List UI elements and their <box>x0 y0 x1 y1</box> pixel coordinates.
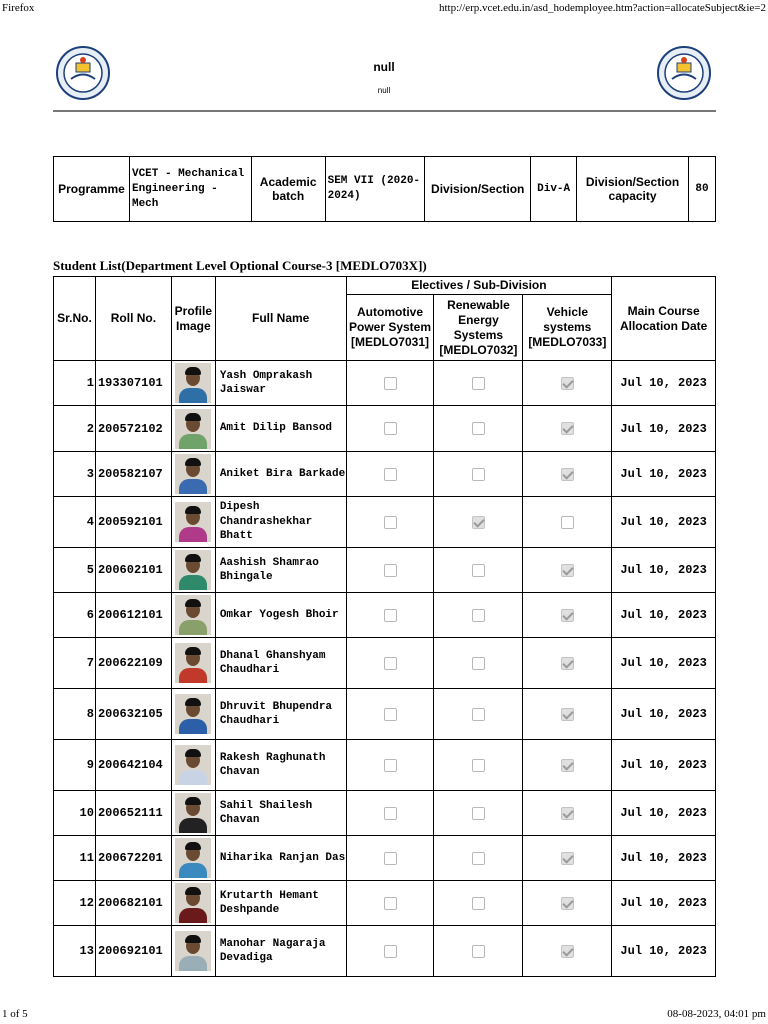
student-row <box>54 497 716 548</box>
elective-2-cell <box>434 926 523 977</box>
elective-1-cell <box>346 926 434 977</box>
elective-1-checkbox[interactable] <box>384 377 397 390</box>
serial-number: 3 <box>54 452 96 497</box>
serial-number: 9 <box>54 740 96 791</box>
elective-2-cell <box>434 740 523 791</box>
student-rows <box>54 361 716 977</box>
col-header-name: Full Name <box>215 277 346 361</box>
elective-1-cell <box>346 881 434 926</box>
student-full-name: Dhanal Ghanshyam Chaudhari <box>215 638 346 689</box>
elective-1-cell <box>346 497 434 548</box>
allocation-date: Jul 10, 2023 <box>612 836 716 881</box>
elective-1-cell <box>346 689 434 740</box>
col-header-profile: Profile Image <box>171 277 215 361</box>
roll-number: 200622109 <box>95 638 171 689</box>
allocation-date: Jul 10, 2023 <box>612 361 716 406</box>
col-header-elective-1: Automotive Power System [MEDLO7031] <box>346 295 434 361</box>
student-full-name: Yash Omprakash Jaiswar <box>215 361 346 406</box>
roll-number: 200672201 <box>95 836 171 881</box>
student-full-name: Rakesh Raghunath Chavan <box>215 740 346 791</box>
elective-2-cell <box>434 406 523 452</box>
profile-photo <box>175 502 211 542</box>
elective-3-cell <box>523 740 612 791</box>
elective-3-checkbox[interactable] <box>561 468 574 481</box>
profile-image-cell <box>171 406 215 452</box>
roll-number: 200612101 <box>95 593 171 638</box>
serial-number: 12 <box>54 881 96 926</box>
student-full-name: Aashish Shamrao Bhingale <box>215 548 346 593</box>
student-row <box>54 406 716 452</box>
student-row <box>54 740 716 791</box>
elective-2-cell <box>434 593 523 638</box>
print-datetime: 08-08-2023, 04:01 pm <box>667 1008 766 1020</box>
elective-1-checkbox[interactable] <box>384 609 397 622</box>
elective-2-checkbox[interactable] <box>472 516 485 529</box>
profile-photo <box>175 550 211 590</box>
allocation-date: Jul 10, 2023 <box>612 689 716 740</box>
profile-image-cell <box>171 791 215 836</box>
profile-photo <box>175 454 211 494</box>
student-full-name: Krutarth Hemant Deshpande <box>215 881 346 926</box>
profile-photo <box>175 595 211 635</box>
profile-image-cell <box>171 497 215 548</box>
roll-number: 200642104 <box>95 740 171 791</box>
elective-3-checkbox[interactable] <box>561 897 574 910</box>
student-full-name: Manohar Nagaraja Devadiga <box>215 926 346 977</box>
serial-number: 11 <box>54 836 96 881</box>
profile-image-cell <box>171 593 215 638</box>
roll-number: 200582107 <box>95 452 171 497</box>
roll-number: 200592101 <box>95 497 171 548</box>
elective-1-checkbox[interactable] <box>384 657 397 670</box>
serial-number: 1 <box>54 361 96 406</box>
allocation-date: Jul 10, 2023 <box>612 740 716 791</box>
elective-3-checkbox[interactable] <box>561 422 574 435</box>
division-value: Div-A <box>531 157 577 222</box>
elective-3-cell <box>523 593 612 638</box>
elective-2-cell <box>434 881 523 926</box>
elective-1-cell <box>346 836 434 881</box>
batch-label: Academic batch <box>251 157 325 222</box>
elective-1-checkbox[interactable] <box>384 564 397 577</box>
elective-3-cell <box>523 836 612 881</box>
serial-number: 4 <box>54 497 96 548</box>
elective-2-checkbox[interactable] <box>472 759 485 772</box>
elective-3-checkbox[interactable] <box>561 708 574 721</box>
allocation-date: Jul 10, 2023 <box>612 881 716 926</box>
elective-3-cell <box>523 926 612 977</box>
profile-photo <box>175 363 211 403</box>
roll-number: 193307101 <box>95 361 171 406</box>
student-list-table <box>53 276 716 977</box>
serial-number: 5 <box>54 548 96 593</box>
course-info-table <box>53 156 716 222</box>
profile-image-cell <box>171 548 215 593</box>
student-row <box>54 638 716 689</box>
elective-3-checkbox[interactable] <box>561 807 574 820</box>
elective-3-cell <box>523 689 612 740</box>
elective-1-cell <box>346 593 434 638</box>
elective-3-checkbox[interactable] <box>561 945 574 958</box>
elective-3-cell <box>523 361 612 406</box>
profile-photo <box>175 745 211 785</box>
elective-1-checkbox[interactable] <box>384 422 397 435</box>
student-full-name: Sahil Shailesh Chavan <box>215 791 346 836</box>
student-row <box>54 548 716 593</box>
elective-1-cell <box>346 548 434 593</box>
elective-2-checkbox[interactable] <box>472 609 485 622</box>
section-title: Student List(Department Level Optional Course-3 [MEDLO703X]) <box>53 258 427 273</box>
profile-photo <box>175 883 211 923</box>
programme-label: Programme <box>54 157 130 222</box>
student-row <box>54 836 716 881</box>
elective-2-cell <box>434 548 523 593</box>
elective-3-checkbox[interactable] <box>561 609 574 622</box>
serial-number: 13 <box>54 926 96 977</box>
elective-3-cell <box>523 638 612 689</box>
capacity-value: 80 <box>689 157 716 222</box>
elective-2-checkbox[interactable] <box>472 708 485 721</box>
col-header-elective-3: Vehicle systems [MEDLO7033] <box>523 295 612 361</box>
allocation-date: Jul 10, 2023 <box>612 926 716 977</box>
elective-1-checkbox[interactable] <box>384 468 397 481</box>
profile-image-cell <box>171 689 215 740</box>
elective-2-checkbox[interactable] <box>472 945 485 958</box>
elective-3-checkbox[interactable] <box>561 377 574 390</box>
elective-2-cell <box>434 497 523 548</box>
header-divider <box>53 110 716 112</box>
profile-image-cell <box>171 452 215 497</box>
roll-number: 200602101 <box>95 548 171 593</box>
allocation-date: Jul 10, 2023 <box>612 638 716 689</box>
serial-number: 10 <box>54 791 96 836</box>
student-row <box>54 452 716 497</box>
elective-3-checkbox[interactable] <box>561 759 574 772</box>
profile-photo <box>175 409 211 449</box>
roll-number: 200572102 <box>95 406 171 452</box>
student-row <box>54 926 716 977</box>
roll-number: 200632105 <box>95 689 171 740</box>
print-page-number: 1 of 5 <box>2 1008 28 1020</box>
elective-3-cell <box>523 791 612 836</box>
allocation-date: Jul 10, 2023 <box>612 548 716 593</box>
serial-number: 8 <box>54 689 96 740</box>
student-full-name: Aniket Bira Barkade <box>215 452 346 497</box>
profile-image-cell <box>171 740 215 791</box>
elective-3-cell <box>523 452 612 497</box>
allocation-date: Jul 10, 2023 <box>612 593 716 638</box>
col-header-roll: Roll No. <box>95 277 171 361</box>
allocation-date: Jul 10, 2023 <box>612 497 716 548</box>
elective-3-checkbox[interactable] <box>561 852 574 865</box>
elective-2-cell <box>434 791 523 836</box>
student-full-name: Omkar Yogesh Bhoir <box>215 593 346 638</box>
report-title-block <box>0 60 768 95</box>
programme-value: VCET - Mechanical Engineering - Mech <box>129 157 251 222</box>
elective-2-checkbox[interactable] <box>472 657 485 670</box>
student-row <box>54 361 716 406</box>
elective-3-cell <box>523 406 612 452</box>
elective-1-checkbox[interactable] <box>384 897 397 910</box>
elective-2-checkbox[interactable] <box>472 468 485 481</box>
elective-3-cell <box>523 548 612 593</box>
elective-2-checkbox[interactable] <box>472 897 485 910</box>
elective-1-checkbox[interactable] <box>384 708 397 721</box>
elective-1-cell <box>346 791 434 836</box>
elective-1-cell <box>346 638 434 689</box>
capacity-label: Division/Section capacity <box>577 157 689 222</box>
elective-2-checkbox[interactable] <box>472 564 485 577</box>
allocation-date: Jul 10, 2023 <box>612 791 716 836</box>
profile-photo <box>175 694 211 734</box>
col-header-date: Main Course Allocation Date <box>612 277 716 361</box>
elective-3-checkbox[interactable] <box>561 516 574 529</box>
elective-2-checkbox[interactable] <box>472 852 485 865</box>
serial-number: 2 <box>54 406 96 452</box>
elective-1-checkbox[interactable] <box>384 516 397 529</box>
report-title: null <box>373 60 395 74</box>
elective-3-checkbox[interactable] <box>561 564 574 577</box>
profile-photo <box>175 931 211 971</box>
serial-number: 6 <box>54 593 96 638</box>
profile-image-cell <box>171 881 215 926</box>
elective-2-cell <box>434 689 523 740</box>
print-browser-name: Firefox <box>2 2 35 14</box>
elective-1-cell <box>346 740 434 791</box>
roll-number: 200682101 <box>95 881 171 926</box>
elective-1-cell <box>346 361 434 406</box>
elective-2-cell <box>434 836 523 881</box>
profile-photo <box>175 838 211 878</box>
student-row <box>54 593 716 638</box>
roll-number: 200692101 <box>95 926 171 977</box>
batch-value: SEM VII (2020-2024) <box>325 157 425 222</box>
elective-1-checkbox[interactable] <box>384 852 397 865</box>
print-url: http://erp.vcet.edu.in/asd_hodemployee.htm?action=allocateSubject&ie=2 <box>438 2 766 14</box>
elective-1-checkbox[interactable] <box>384 807 397 820</box>
elective-2-checkbox[interactable] <box>472 377 485 390</box>
profile-image-cell <box>171 361 215 406</box>
profile-photo <box>175 793 211 833</box>
profile-image-cell <box>171 926 215 977</box>
profile-photo <box>175 643 211 683</box>
allocation-date: Jul 10, 2023 <box>612 406 716 452</box>
profile-image-cell <box>171 836 215 881</box>
elective-1-checkbox[interactable] <box>384 759 397 772</box>
report-subtitle: null <box>377 86 391 95</box>
elective-1-cell <box>346 406 434 452</box>
allocation-date: Jul 10, 2023 <box>612 452 716 497</box>
roll-number: 200652111 <box>95 791 171 836</box>
col-header-electives: Electives / Sub-Division <box>346 277 612 295</box>
elective-3-checkbox[interactable] <box>561 657 574 670</box>
serial-number: 7 <box>54 638 96 689</box>
col-header-sr: Sr.No. <box>54 277 96 361</box>
elective-2-checkbox[interactable] <box>472 807 485 820</box>
elective-3-cell <box>523 497 612 548</box>
student-full-name: Amit Dilip Bansod <box>215 406 346 452</box>
elective-2-cell <box>434 452 523 497</box>
elective-2-checkbox[interactable] <box>472 422 485 435</box>
student-full-name: Dhruvit Bhupendra Chaudhari <box>215 689 346 740</box>
student-full-name: Dipesh Chandrashekhar Bhatt <box>215 497 346 548</box>
elective-2-cell <box>434 361 523 406</box>
student-row <box>54 689 716 740</box>
student-full-name: Niharika Ranjan Das <box>215 836 346 881</box>
elective-3-cell <box>523 881 612 926</box>
elective-2-cell <box>434 638 523 689</box>
elective-1-cell <box>346 452 434 497</box>
col-header-elective-2: Renewable Energy Systems [MEDLO7032] <box>434 295 523 361</box>
division-label: Division/Section <box>425 157 531 222</box>
profile-image-cell <box>171 638 215 689</box>
student-row <box>54 791 716 836</box>
elective-1-checkbox[interactable] <box>384 945 397 958</box>
student-row <box>54 881 716 926</box>
